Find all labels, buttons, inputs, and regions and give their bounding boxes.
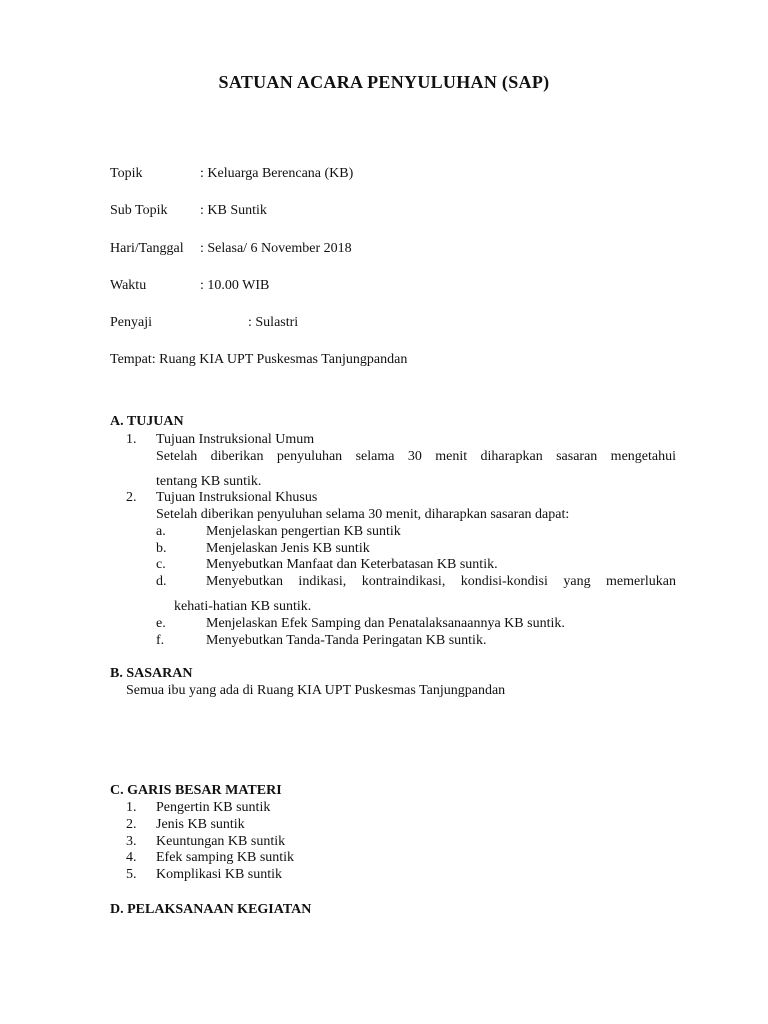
section-c-heading: C. GARIS BESAR MATERI [110,783,282,798]
info-label-topik: Topik [110,166,143,181]
sub-item-letter: f. [156,633,165,648]
sub-item-letter: c. [156,557,166,572]
list-number: 2. [126,817,137,832]
objective-general-text-line2: tentang KB suntik. [156,474,262,489]
section-b-heading: B. SASARAN [110,666,193,681]
info-label-sub-topik: Sub Topik [110,203,168,218]
sub-item-text: Menyebutkan Manfaat dan Keterbatasan KB suntik. [206,557,498,572]
section-b-text: Semua ibu yang ada di Ruang KIA UPT Puskesmas Tanjungpandan [126,683,506,698]
list-number: 3. [126,834,137,849]
info-label-waktu: Waktu [110,278,147,293]
objective-specific-title: Tujuan Instruksional Khusus [156,490,318,505]
list-number: 5. [126,867,137,882]
objective-specific-intro: Setelah diberikan penyuluhan selama 30 menit, diharapkan sasaran dapat: [156,507,570,522]
list-item: Keuntungan KB suntik [156,834,286,849]
info-value-sub-topik: : KB Suntik [200,203,267,218]
objective-general-title: Tujuan Instruksional Umum [156,432,315,447]
list-item: Efek samping KB suntik [156,850,295,865]
info-value-penyaji: : Sulastri [248,315,299,330]
sub-item-text: Menjelaskan pengertian KB suntik [206,524,401,539]
info-value-hari-tanggal: : Selasa/ 6 November 2018 [200,241,352,256]
info-value-waktu: : 10.00 WIB [200,278,270,293]
list-number: 4. [126,850,137,865]
section-a-heading: A. TUJUAN [110,414,184,429]
list-item: Komplikasi KB suntik [156,867,283,882]
document-title: SATUAN ACARA PENYULUHAN (SAP) [218,72,550,92]
sub-item-text: Menyebutkan indikasi, kontraindikasi, kondisi-kondisi yang memerlukan [206,574,676,589]
info-label-hari-tanggal: Hari/Tanggal [110,241,184,256]
list-item: Pengertin KB suntik [156,800,271,815]
sub-item-text: Menyebutkan Tanda-Tanda Peringatan KB suntik. [206,633,487,648]
sub-item-letter: e. [156,616,166,631]
list-number: 1. [126,432,137,447]
info-value-topik: : Keluarga Berencana (KB) [200,166,354,181]
info-label-penyaji: Penyaji [110,315,152,330]
sub-item-text: Menjelaskan Jenis KB suntik [206,541,370,556]
list-number: 2. [126,490,137,505]
sub-item-letter: a. [156,524,166,539]
list-number: 1. [126,800,137,815]
list-item: Jenis KB suntik [156,817,245,832]
sub-item-text-continuation: kehati-hatian KB suntik. [174,599,312,614]
sub-item-text: Menjelaskan Efek Samping dan Penatalaksanaannya KB suntik. [206,616,565,631]
info-tempat: Tempat: Ruang KIA UPT Puskesmas Tanjungpandan [110,352,408,367]
section-d-heading: D. PELAKSANAAN KEGIATAN [110,902,312,917]
sub-item-letter: b. [156,541,167,556]
objective-general-text-line1: Setelah diberikan penyuluhan selama 30 menit diharapkan sasaran mengetahui [156,449,676,464]
sub-item-letter: d. [156,574,167,589]
